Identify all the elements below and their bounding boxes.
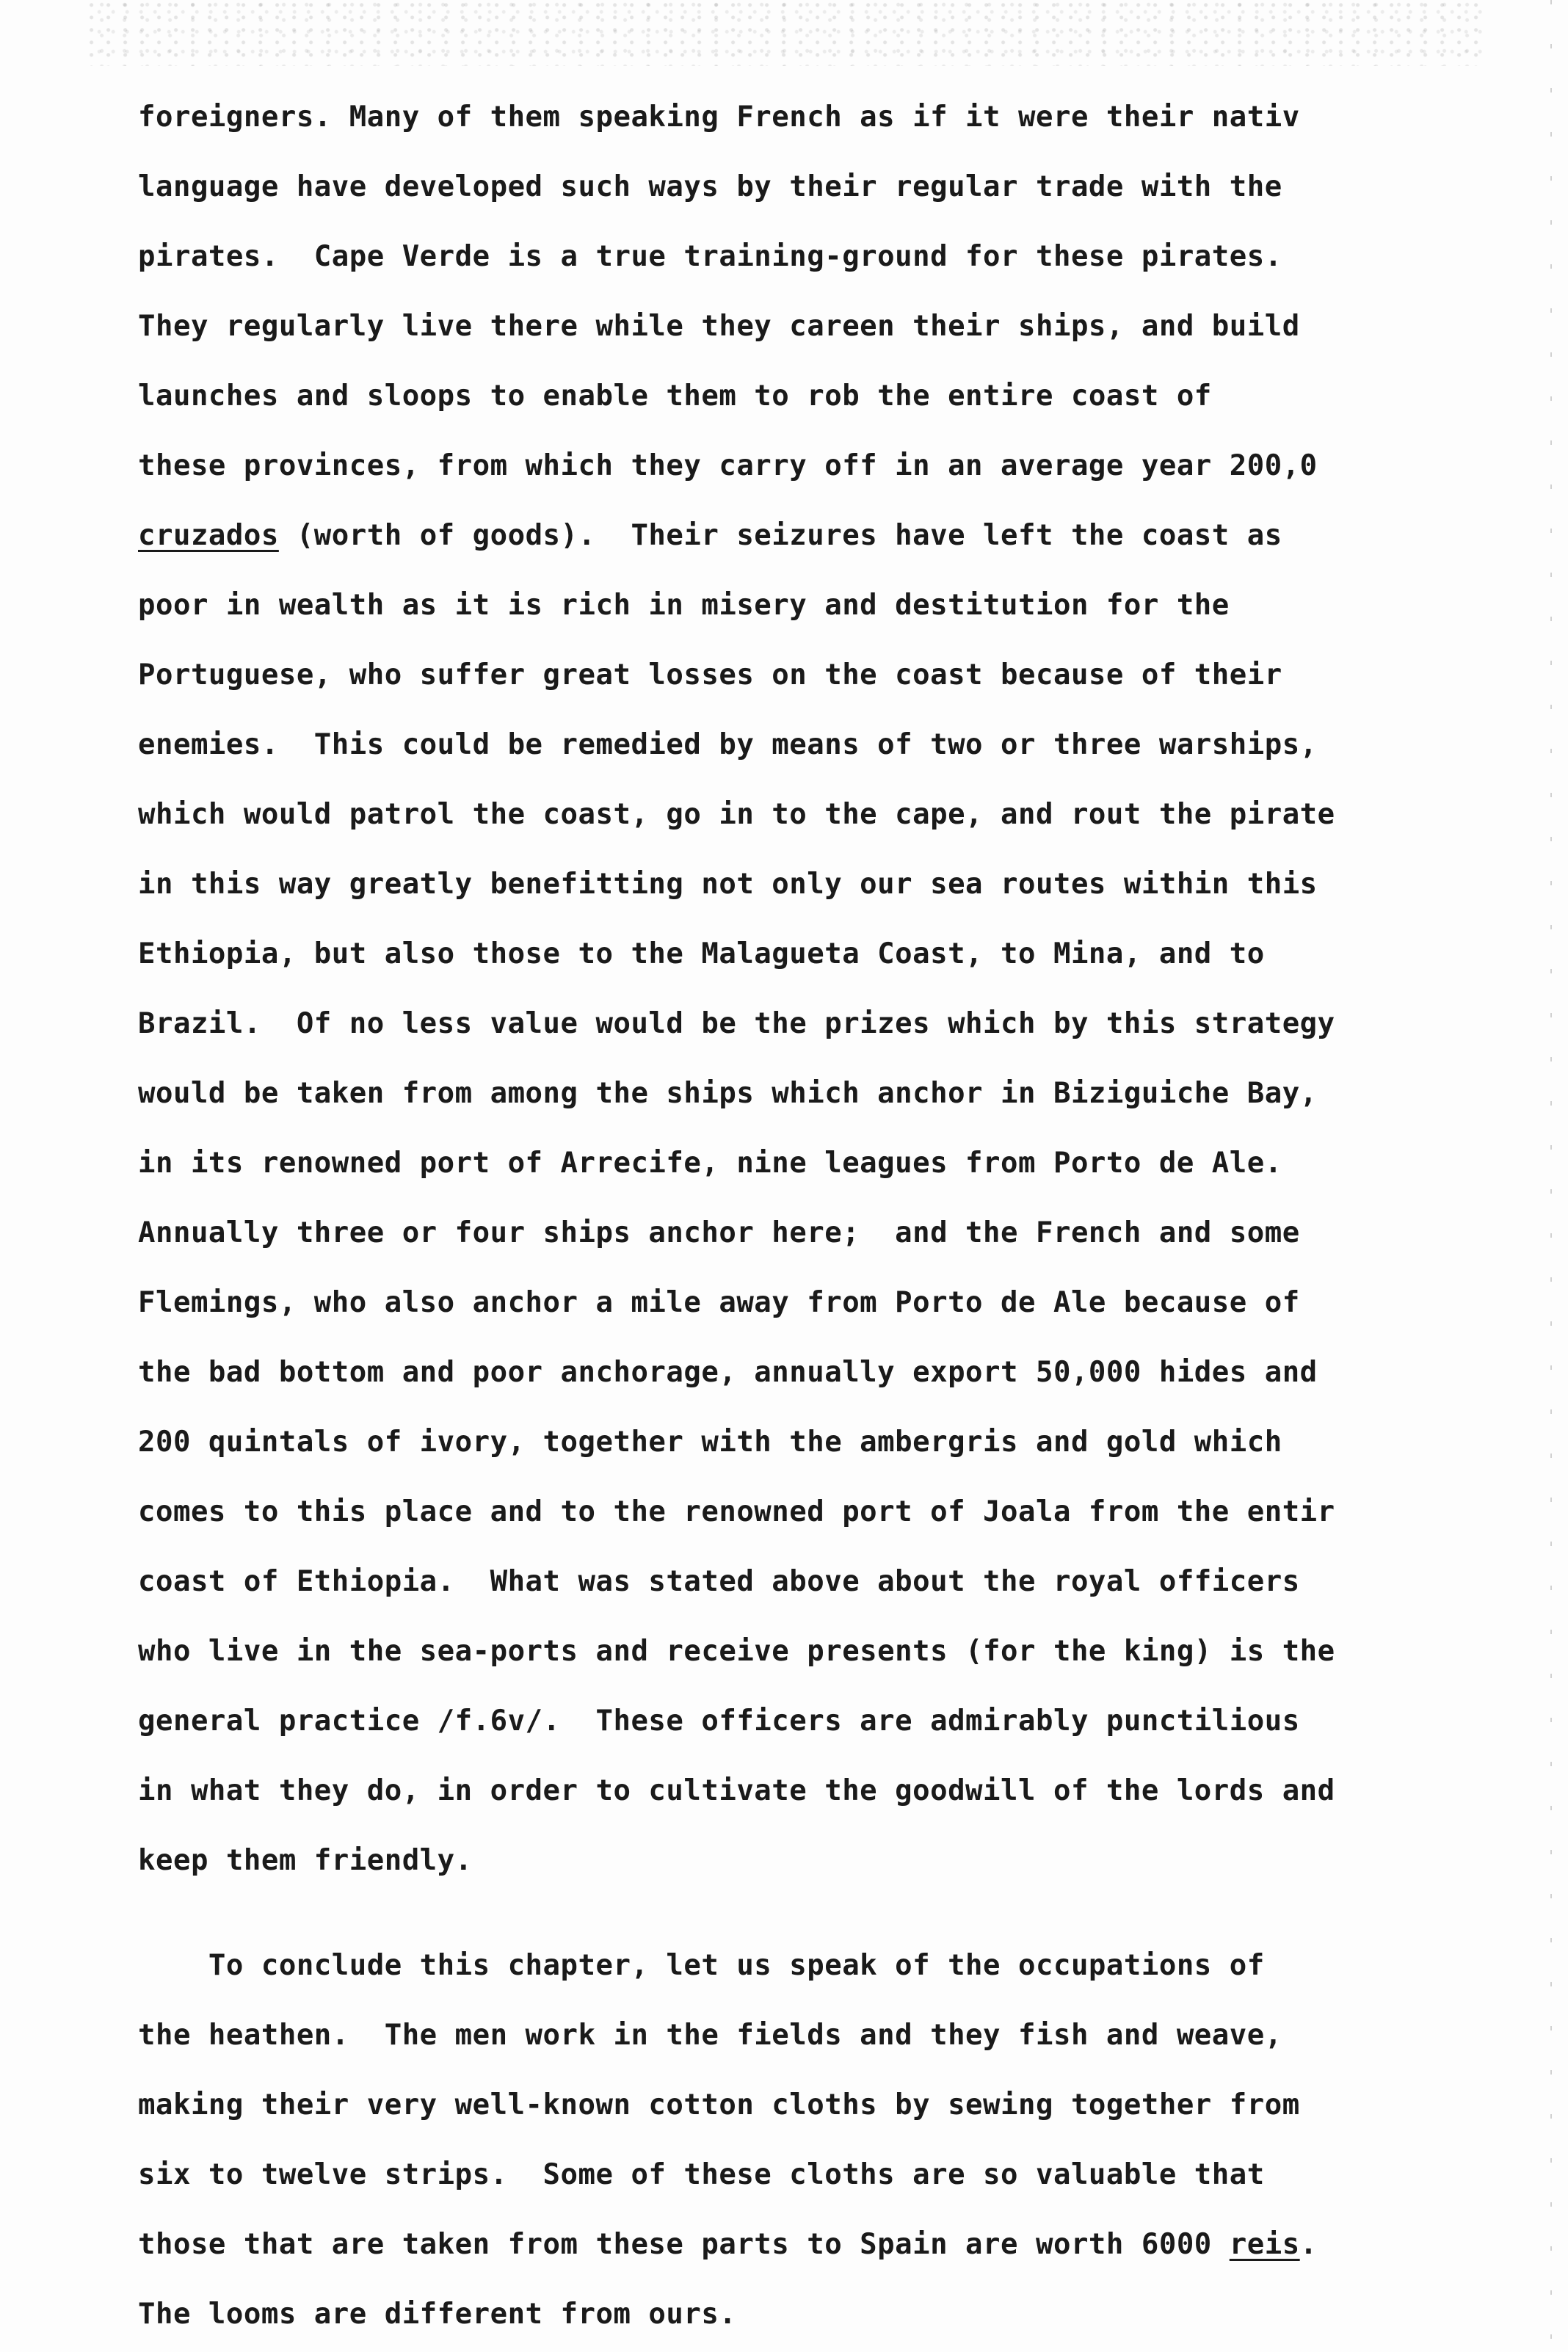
text-fragment: . — [1299, 2228, 1318, 2261]
text-line: poor in wealth as it is rich in misery and destitution for the — [138, 589, 1230, 622]
text-line: these provinces, from which they carry off in an average year 200,0 — [138, 449, 1318, 482]
text-line: To conclude this chapter, let us speak of the occupations of — [138, 1949, 1265, 1982]
text-line: Portuguese, who suffer great losses on the coast because of their — [138, 658, 1282, 692]
text-line-reis — [138, 2223, 1452, 2293]
text-line: Annually three or four ships anchor here; and the French and some — [138, 1216, 1300, 1249]
text-line: Flemings, who also anchor a mile away from Porto de Ale because of — [138, 1286, 1300, 1319]
text-line: pirates. Cape Verde is a true training-ground for these pirates. — [138, 240, 1282, 273]
text-line: enemies. This could be remedied by means of two or three warships, — [138, 728, 1318, 761]
text-line: would be taken from among the ships which anchor in Biziguiche Bay, — [138, 1077, 1318, 1110]
text-line: the heathen. The men work in the fields and they fish and weave, — [138, 2019, 1282, 2052]
text-line: They regularly live there while they careen their ships, and build — [138, 310, 1300, 343]
text-line: Ethiopia, but also those to the Malagueta Coast, to Mina, and to — [138, 937, 1265, 970]
text-fragment: those that are taken from these parts to Spain are worth 6000 — [138, 2228, 1230, 2261]
paragraph-2 — [138, 1944, 1452, 2352]
paragraph-1 — [138, 95, 1452, 1909]
text-line: coast of Ethiopia. What was stated above about the royal officers — [138, 1565, 1300, 1598]
text-line: making their very well-known cotton cloths by sewing together from — [138, 2088, 1300, 2121]
text-line: the bad bottom and poor anchorage, annually export 50,000 hides and — [138, 1356, 1318, 1389]
text-line: which would patrol the coast, go in to the cape, and rout the pirate — [138, 798, 1335, 831]
text-line: six to twelve strips. Some of these cloths are so valuable that — [138, 2158, 1265, 2191]
paragraph-spacer — [138, 1909, 1452, 1944]
text-line: general practice /f.6v/. These officers are admirably punctilious — [138, 1705, 1300, 1738]
underlined-term: reis — [1229, 2228, 1300, 2261]
text-line: who live in the sea-ports and receive presents (for the king) is the — [138, 1635, 1335, 1668]
text-line: in what they do, in order to cultivate the goodwill of the lords and — [138, 1774, 1335, 1807]
text-line: The looms are different from ours. — [138, 2298, 737, 2331]
text-line: comes to this place and to the renowned port of Joala from the entir — [138, 1495, 1335, 1528]
text-line: keep them friendly. — [138, 1844, 473, 1877]
scan-noise — [88, 0, 1483, 66]
text-line: launches and sloops to enable them to rob the entire coast of — [138, 380, 1212, 413]
text-fragment: (worth of goods). Their seizures have left the coast as — [296, 519, 1282, 552]
text-line: language have developed such ways by their regular trade with the — [138, 170, 1282, 203]
text-line: in its renowned port of Arrecife, nine leagues from Porto de Ale. — [138, 1147, 1282, 1180]
underlined-term: cruzados — [138, 519, 279, 552]
typescript-body — [138, 95, 1452, 2352]
text-line-cruzados — [138, 514, 1452, 584]
binding-edge-marks — [1534, 0, 1564, 2352]
text-line: Brazil. Of no less value would be the prizes which by this strategy — [138, 1007, 1335, 1040]
text-line: 200 quintals of ivory, together with the ambergris and gold which — [138, 1426, 1282, 1459]
text-line: in this way greatly benefitting not only our sea routes within this — [138, 868, 1318, 901]
text-line: foreigners. Many of them speaking French as if it were their nativ — [138, 101, 1300, 134]
